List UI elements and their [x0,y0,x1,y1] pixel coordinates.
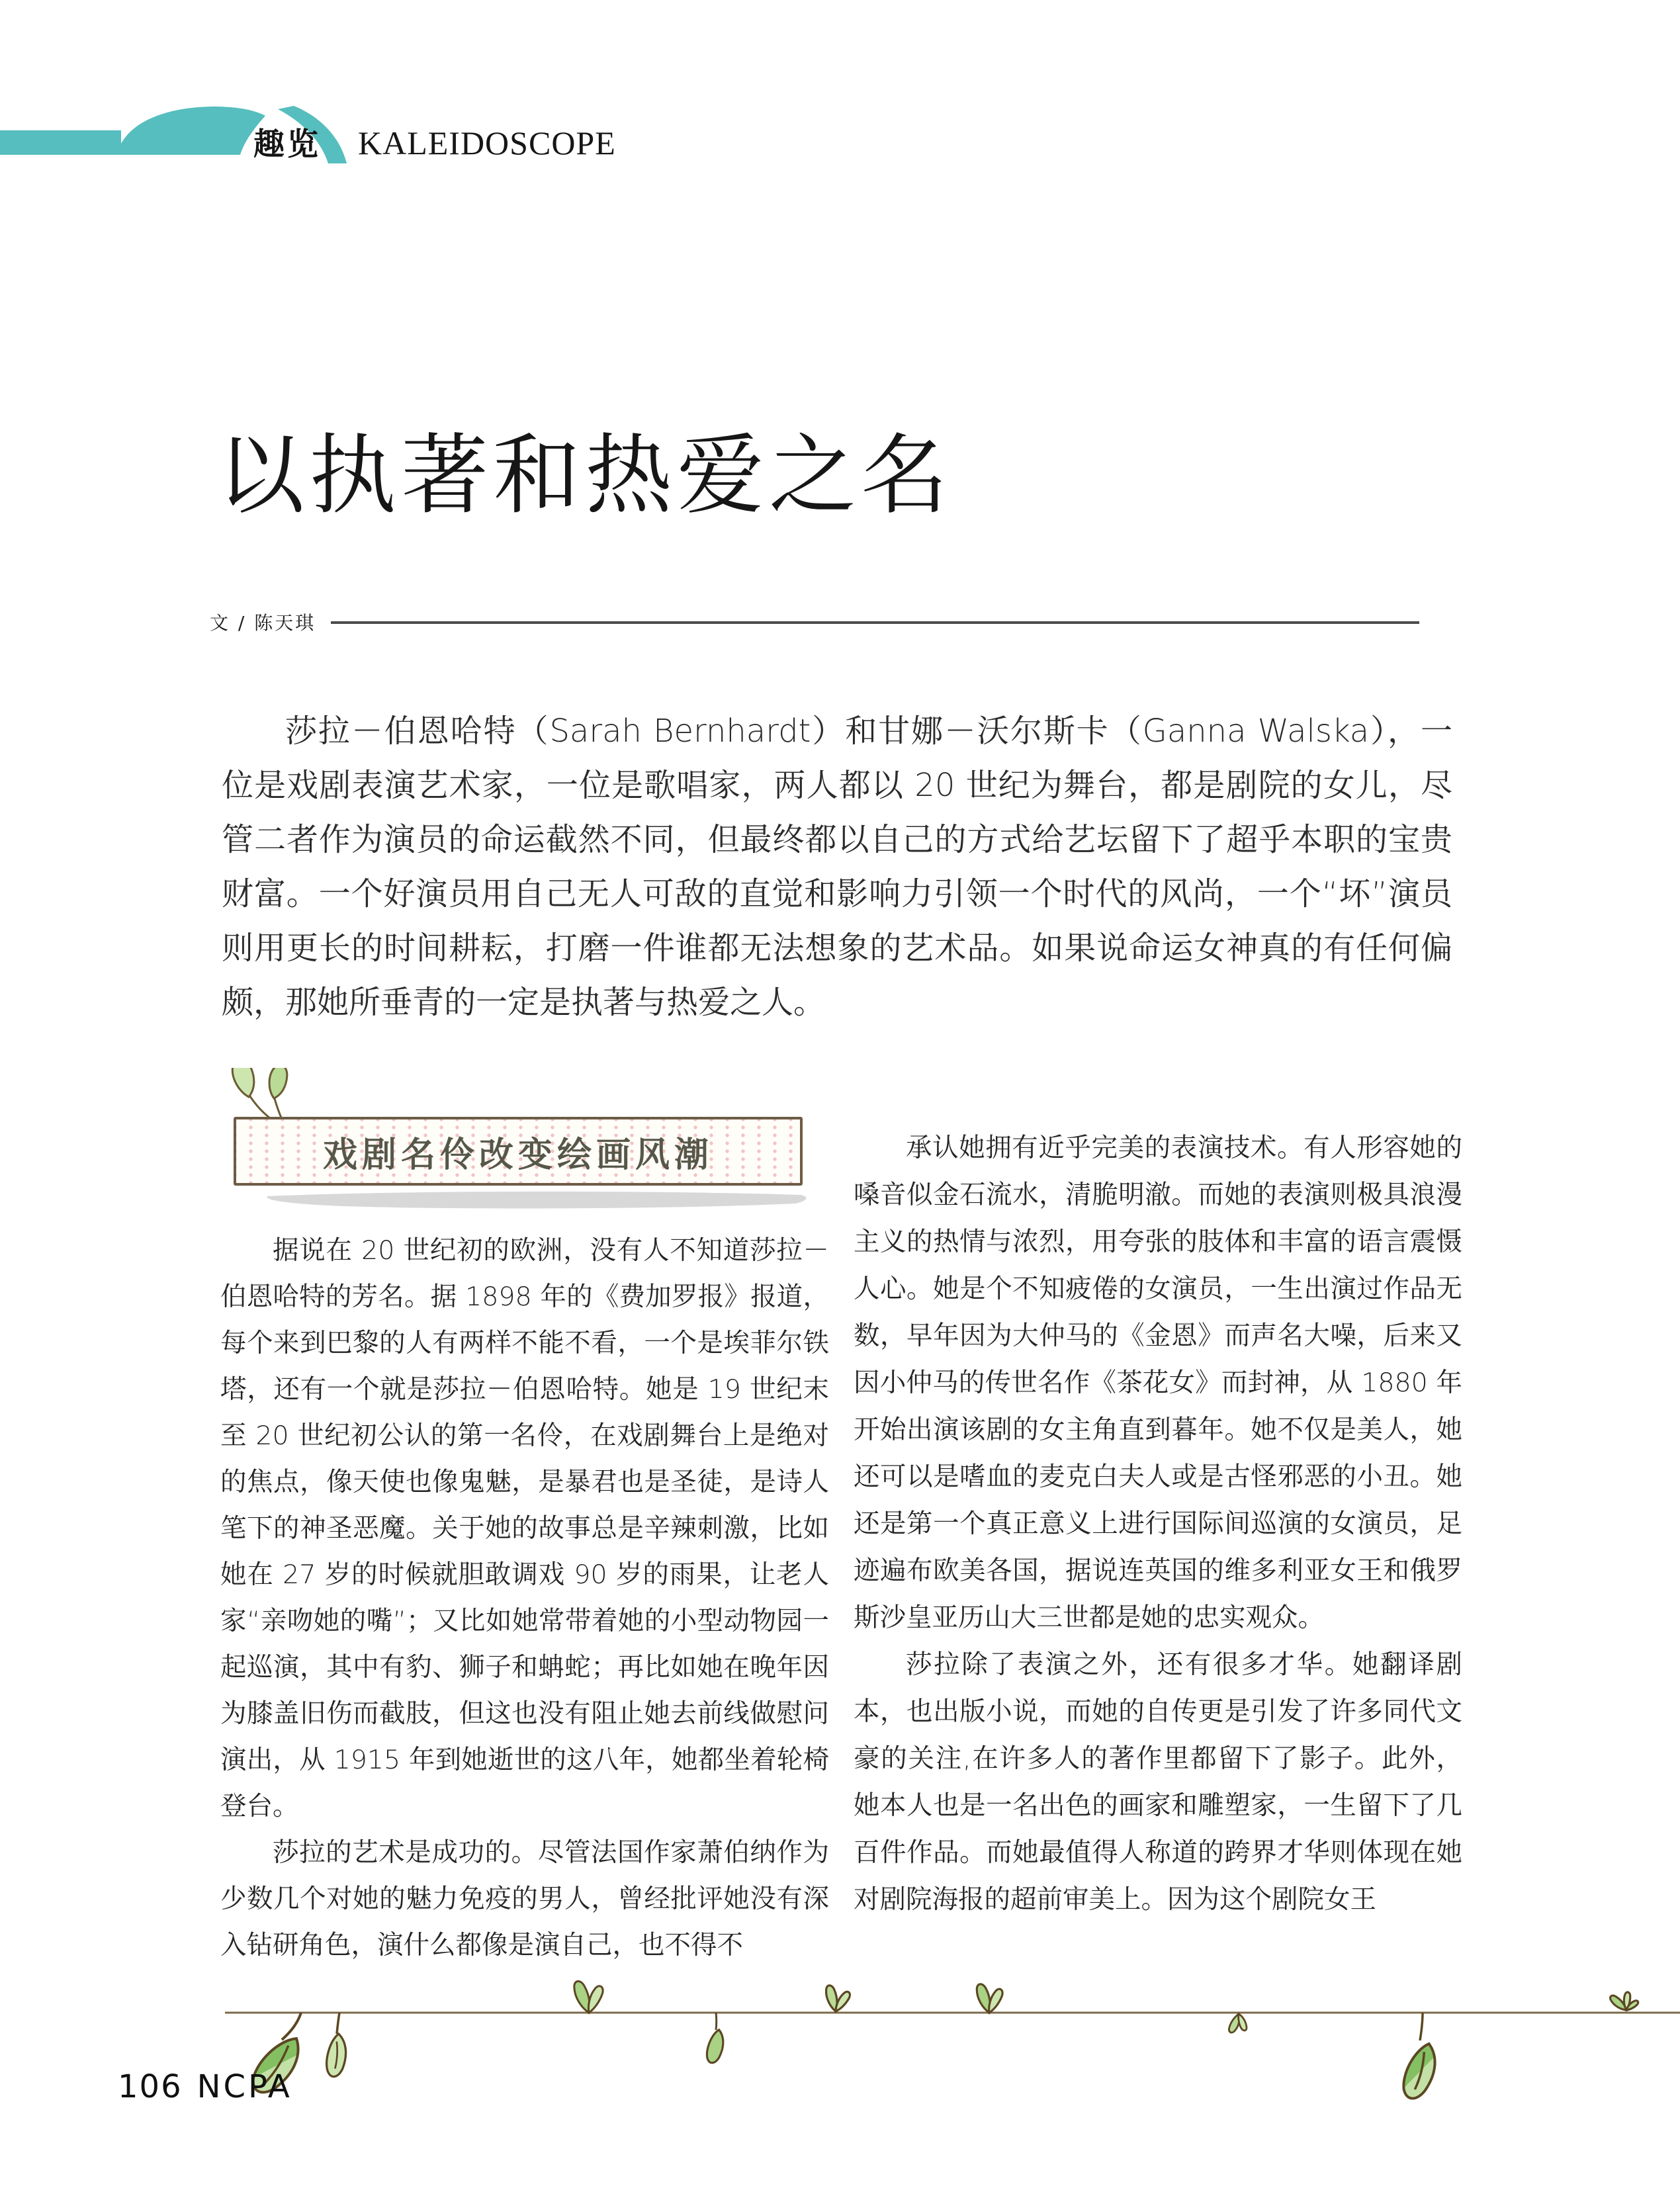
banner-wave-graphic [116,107,265,155]
left-column [220,1227,829,1968]
body-paragraph: 据说在 20 世纪初的欧洲，没有人不知道莎拉－伯恩哈特的芳名。据 1898 年的《费加罗报》报道，每个来到巴黎的人有两样不能不看，一个是埃菲尔铁塔，还有一个就是莎拉－伯恩哈特。她是 19 世纪末至 20 世纪初公认的第一名伶，在戏剧舞台上是绝对的焦点，像天使也像鬼魅，是暴君也是圣徒，是诗人笔下的神圣恶魔。关于她的故事总是辛辣刺激，比如她在 27 岁的时候就胆敢调戏 90 岁的雨果，让老人家“亲吻她的嘴”；又比如她常带着她的小型动物园一起巡演，其中有豹、狮子和蚺蛇；再比如她在晚年因为膝盖旧伤而截肢，但这也没有阻止她去前线做慰问演出，从 1915 年到她逝世的这八年，她都坐着轮椅登台。 [220,1235,829,1821]
leaf-icon [572,1980,605,2015]
leaf-icon [1609,1992,1640,2013]
leaf-icon [1227,2013,1248,2034]
footer-divider-graphic [0,1978,1680,2150]
section-heading-box [234,1117,803,1186]
leaf-icon [325,2013,349,2078]
right-column [854,1125,1462,1923]
body-paragraph: 莎拉除了表演之外，还有很多才华。她翻译剧本，也出版小说，而她的自传更是引发了许多同代文豪的关注,在许多人的著作里都留下了影子。此外，她本人也是一名出色的画家和雕塑家，一生留下了几百件作品。而她最值得人称道的跨界才华则体现在她对剧院海报的超前审美上。因为这个剧院女王 [854,1649,1462,1915]
section-heading-text: 戏剧名伶改变绘画风潮 [322,1135,713,1175]
page-footer [118,2068,292,2105]
header-banner [0,0,1680,218]
body-paragraph: 莎拉的艺术是成功的。尽管法国作家萧伯纳作为少数几个对她的魅力免疫的男人，曾经批评她没有深入钻研角色，演什么都像是演自己，也不得不 [220,1837,829,1960]
box-shadow-graphic [263,1188,813,1215]
magazine-name: NCPA [197,2068,292,2105]
page-number: 106 [118,2068,183,2105]
author-byline: 文 / 陈天琪 [210,612,316,634]
leaf-icon [230,1068,258,1099]
leaf-icon [265,1068,290,1100]
leaf-icon [1398,2013,1442,2103]
banner-label-en: KALEIDOSCOPE [358,124,616,161]
intro-paragraph: 莎拉－伯恩哈特（Sarah Bernhardt）和甘娜－沃尔斯卡（Ganna Walska），一位是戏剧表演艺术家，一位是歌唱家，两人都以 20 世纪为舞台，都是剧院的女儿，尽管二者作为演员的命运截然不同，但最终都以自己的方式给艺坛留下了超乎本职的宝贵财富。一个好演员用自己无人可敌的直觉和影响力引领一个时代的风尚，一个“坏”演员则用更长的时间耕耘，打磨一件谁都无法想象的艺术品。如果说命运女神真的有任何偏颇，那她所垂青的一定是执著与热爱之人。 [222,713,1452,1021]
article-title: 以执著和热爱之名 [217,425,953,527]
leaf-icon [975,1983,1004,2015]
body-paragraph: 承认她拥有近乎完美的表演技术。有人形容她的嗓音似金石流水，清脆明澈。而她的表演则极具浪漫主义的热情与浓烈，用夸张的肢体和丰富的语言震慑人心。她是个不知疲倦的女演员，一生出演过作品无数，早年因为大仲马的《金恩》而声名大噪，后来又因小仲马的传世名作《茶花女》而封神，从 1880 年开始出演该剧的女主角直到暮年。她不仅是美人，她还可以是嗜血的麦克白夫人或是古怪邪恶的小丑。她还是第一个真正意义上进行国际间巡演的女演员，足迹遍布欧美各国，据说连英国的维多利亚女王和俄罗斯沙皇亚历山大三世都是她的忠实观众。 [854,1133,1462,1633]
leaf-icon [705,2013,727,2064]
banner-bar [0,130,121,155]
byline-rule [331,621,1419,624]
leaf-icon [819,1983,853,2017]
banner-label-cn: 趣览 [253,126,321,163]
